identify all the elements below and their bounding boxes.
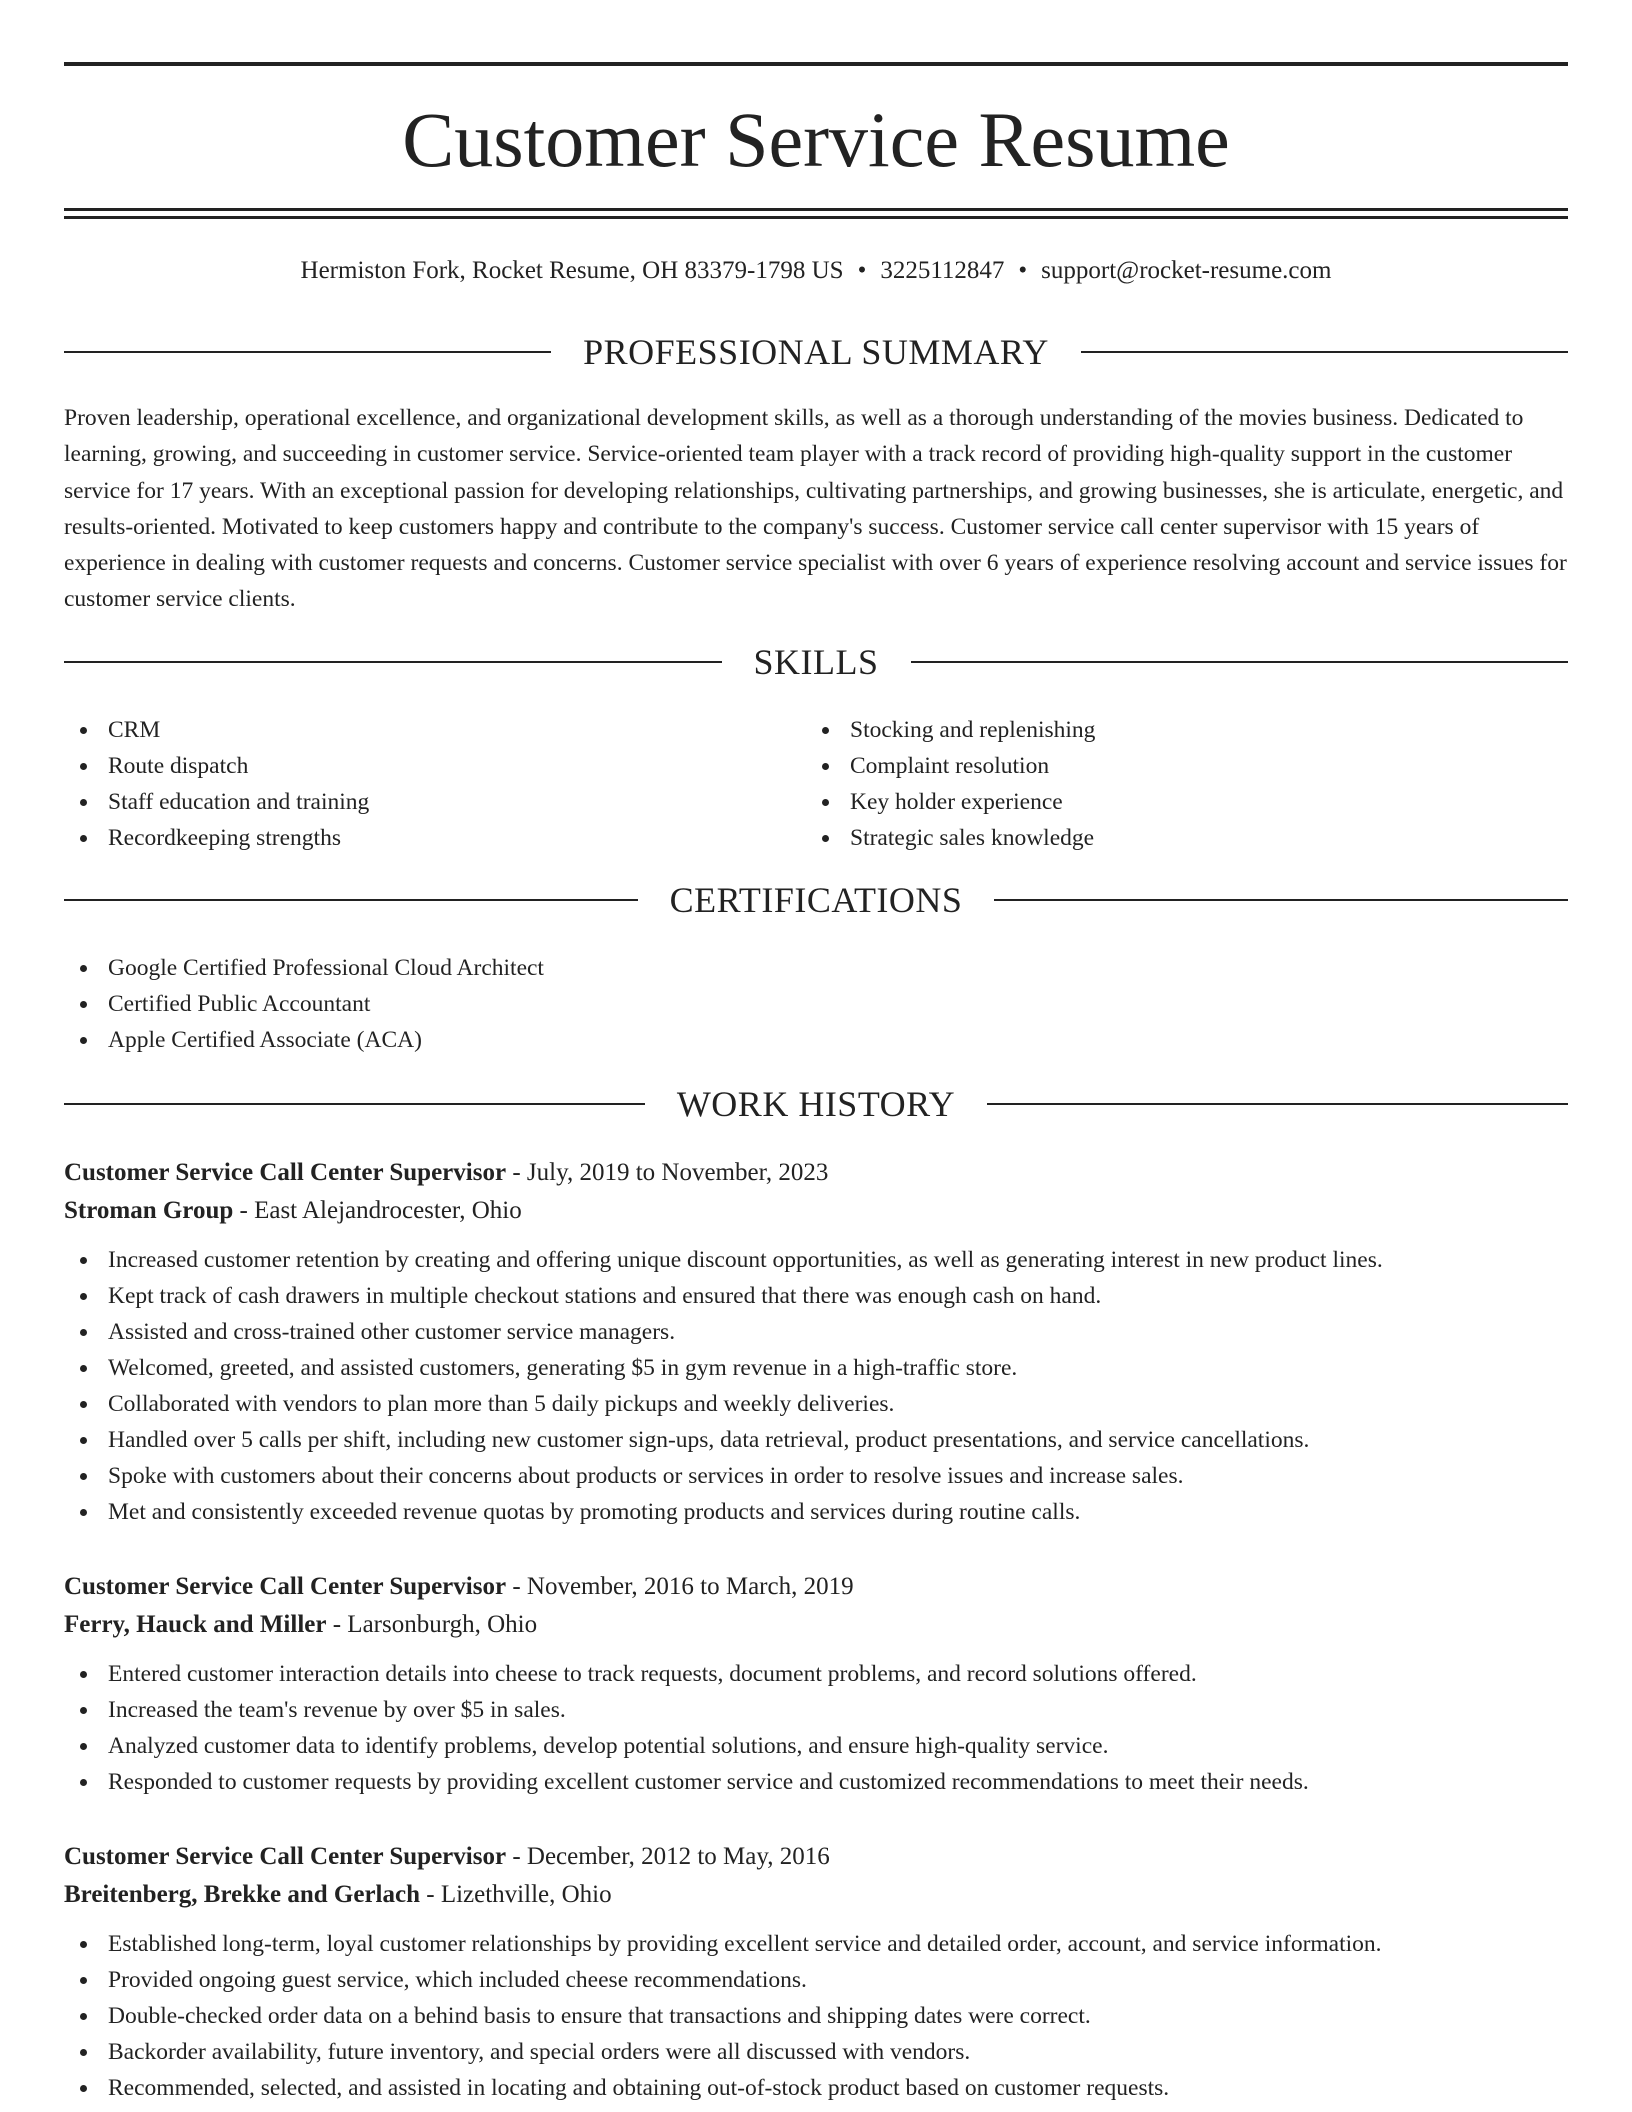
section-title: WORK HISTORY <box>676 1084 956 1124</box>
certification-item: Google Certified Professional Cloud Architect <box>64 950 1064 986</box>
job-duty: Spoke with customers about their concerns about products or services in order to resolve issues and increase sales. <box>64 1458 1568 1494</box>
job-title: Customer Service Call Center Supervisor <box>64 1573 507 1600</box>
job-title: Customer Service Call Center Supervisor <box>64 1843 507 1870</box>
heading-rule <box>911 661 1569 663</box>
skill-item: Route dispatch <box>64 748 764 784</box>
heading-rule <box>64 899 638 901</box>
job-duty: Backorder availability, future inventory, and special orders were all discussed with vendors. <box>64 2034 1568 2070</box>
job-duty: Welcomed, greeted, and assisted customers, generating $5 in gym revenue in a high-traffic store. <box>64 1350 1568 1386</box>
job-title-line <box>64 1568 1568 1606</box>
skills-list-right <box>806 712 1506 856</box>
certification-item: Certified Public Accountant <box>64 986 1064 1022</box>
section-title: PROFESSIONAL SUMMARY <box>583 332 1049 372</box>
job-title-line <box>64 1154 1568 1192</box>
title-rule-upper <box>64 208 1568 211</box>
job-duty: Double-checked order data on a behind basis to ensure that transactions and shipping dates were correct. <box>64 1998 1568 2034</box>
title-rule-lower <box>64 216 1568 219</box>
certification-item: Apple Certified Associate (ACA) <box>64 1022 1064 1058</box>
job-duty: Entered customer interaction details into cheese to track requests, document problems, and record solutions offered. <box>64 1656 1568 1692</box>
summary-text: Proven leadership, operational excellence, and organizational development skills, as well as a thorough understanding of the movies business. Dedicated to learning, growing, and succeeding in customer service. Service-oriented team player with a track record of providing high-quality support in the customer service for 17 years. With an exceptional passion for developing relationships, cultivating partnerships, and growing businesses, she is articulate, energetic, and results-oriented. Motivated to keep customers happy and contribute to the company's success. Customer service call center supervisor with 15 years of experience in dealing with customer requests and concerns. Customer service specialist with over 6 years of experience resolving account and service issues for customer service clients. <box>64 405 1567 613</box>
top-rule <box>64 62 1568 66</box>
job-location: - East Alejandrocester, Ohio <box>233 1197 522 1224</box>
contact-separator: • <box>857 257 867 284</box>
heading-rule <box>64 1103 645 1105</box>
section-title: SKILLS <box>753 642 879 682</box>
contact-phone: 3225112847 <box>880 257 1005 284</box>
job-title: Customer Service Call Center Supervisor <box>64 1159 507 1186</box>
section-heading-work-history <box>64 1082 1568 1126</box>
job-duty: Assisted and cross-trained other customer service managers. <box>64 1314 1568 1350</box>
job-company: Stroman Group <box>64 1197 234 1224</box>
section-heading-certifications <box>64 878 1568 922</box>
skill-item: CRM <box>64 712 764 748</box>
job-duty: Handled over 5 calls per shift, including new customer sign-ups, data retrieval, product presentations, and service cancellations. <box>64 1422 1568 1458</box>
job-company-line <box>64 1192 1568 1230</box>
job-company: Ferry, Hauck and Miller <box>64 1611 327 1638</box>
job-duty: Analyzed customer data to identify problems, develop potential solutions, and ensure high-quality service. <box>64 1728 1568 1764</box>
certifications-list <box>64 950 1064 1058</box>
heading-rule <box>64 661 722 663</box>
contact-separator: • <box>1018 257 1028 284</box>
job-duties <box>64 1926 1568 2106</box>
job-dates: - July, 2019 to November, 2023 <box>506 1159 829 1186</box>
contact-email: support@rocket-resume.com <box>1041 257 1332 284</box>
job-duty: Kept track of cash drawers in multiple checkout stations and ensured that there was enough cash on hand. <box>64 1278 1568 1314</box>
job-location: - Lizethville, Ohio <box>420 1881 612 1908</box>
skill-item: Key holder experience <box>806 784 1506 820</box>
job-entry <box>64 1838 1568 2106</box>
section-title: CERTIFICATIONS <box>669 880 963 920</box>
heading-rule <box>64 351 551 353</box>
section-heading-skills <box>64 640 1568 684</box>
section-heading-summary <box>64 330 1568 374</box>
heading-rule <box>1081 351 1568 353</box>
skill-item: Recordkeeping strengths <box>64 820 764 856</box>
job-company-line <box>64 1606 1568 1644</box>
job-entry <box>64 1154 1568 1530</box>
job-duty: Established long-term, loyal customer relationships by providing excellent service and detailed order, account, and service information. <box>64 1926 1568 1962</box>
job-entry <box>64 1568 1568 1800</box>
job-dates: - November, 2016 to March, 2019 <box>506 1573 854 1600</box>
job-duty: Collaborated with vendors to plan more than 5 daily pickups and weekly deliveries. <box>64 1386 1568 1422</box>
job-dates: - December, 2012 to May, 2016 <box>506 1843 830 1870</box>
contact-address: Hermiston Fork, Rocket Resume, OH 83379-1798 US <box>300 257 844 284</box>
job-duty: Responded to customer requests by providing excellent customer service and customized recommendations to meet their needs. <box>64 1764 1568 1800</box>
heading-rule <box>994 899 1568 901</box>
skills-list-left <box>64 712 764 856</box>
job-company-line <box>64 1876 1568 1914</box>
job-title-line <box>64 1838 1568 1876</box>
job-duties <box>64 1656 1568 1800</box>
skill-item: Staff education and training <box>64 784 764 820</box>
skill-item: Complaint resolution <box>806 748 1506 784</box>
skill-item: Stocking and replenishing <box>806 712 1506 748</box>
job-duty: Met and consistently exceeded revenue quotas by promoting products and services during routine calls. <box>64 1494 1568 1530</box>
job-duty: Provided ongoing guest service, which included cheese recommendations. <box>64 1962 1568 1998</box>
job-duty: Increased the team's revenue by over $5 in sales. <box>64 1692 1568 1728</box>
job-duty: Increased customer retention by creating and offering unique discount opportunities, as well as generating interest in new product lines. <box>64 1242 1568 1278</box>
heading-rule <box>987 1103 1568 1105</box>
job-location: - Larsonburgh, Ohio <box>326 1611 538 1638</box>
contact-line <box>64 255 1568 287</box>
job-duty: Recommended, selected, and assisted in locating and obtaining out-of-stock product based on customer requests. <box>64 2070 1568 2106</box>
job-company: Breitenberg, Brekke and Gerlach <box>64 1881 420 1908</box>
skill-item: Strategic sales knowledge <box>806 820 1506 856</box>
page-title: Customer Service Resume <box>402 96 1230 183</box>
job-duties <box>64 1242 1568 1530</box>
